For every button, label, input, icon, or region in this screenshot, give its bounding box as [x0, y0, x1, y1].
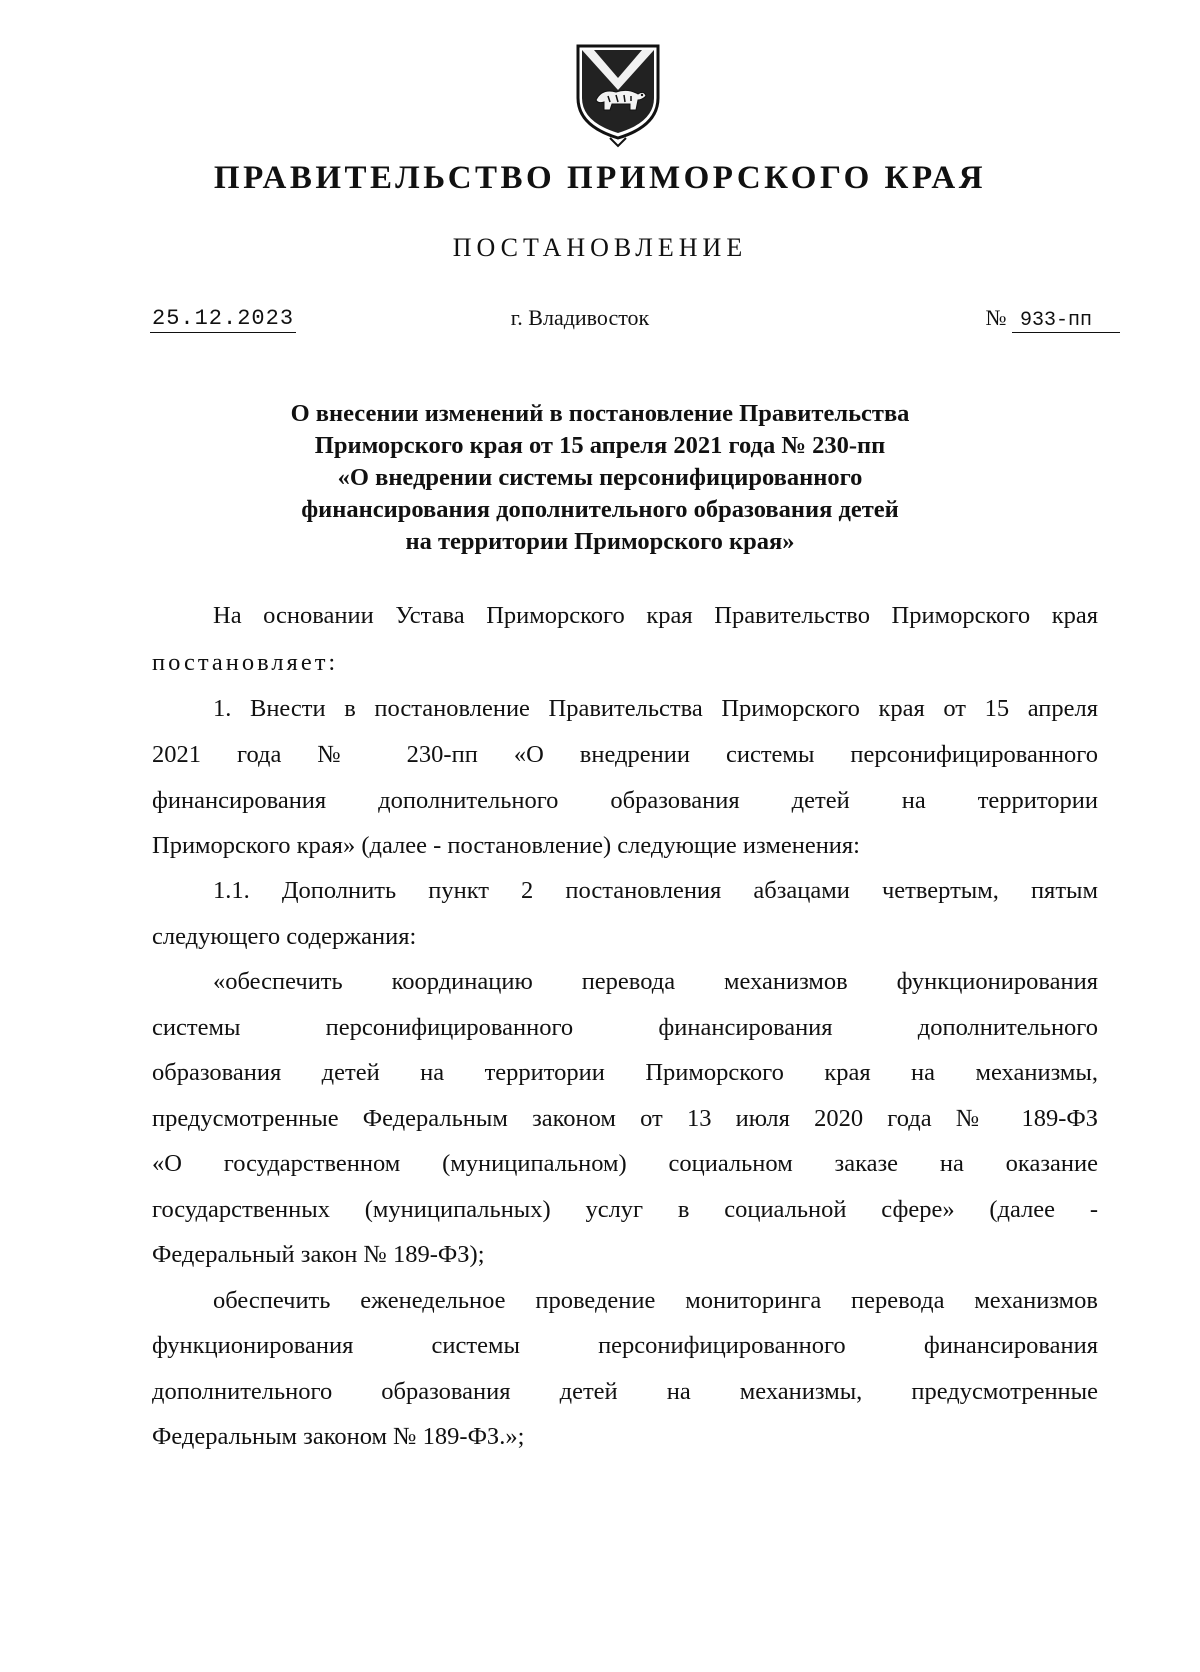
body-line: финансирования дополнительного образования детей на территории: [152, 787, 1098, 814]
body-line: постановляет:: [152, 649, 339, 676]
body-line: «обеспечить координацию перевода механизмов функционирования: [213, 968, 1098, 995]
number-sign: №: [985, 305, 1007, 330]
body-line: следующего содержания:: [152, 923, 417, 950]
body-line: системы персонифицированного финансирования дополнительного: [152, 1014, 1098, 1041]
body-line: «О государственном (муниципальном) социальном заказе на оказание: [152, 1150, 1098, 1177]
subject-line: «О внедрении системы персонифицированного: [337, 464, 863, 491]
government-title: ПРАВИТЕЛЬСТВО ПРИМОРСКОГО КРАЯ: [213, 160, 987, 196]
coat-of-arms-emblem: [568, 38, 668, 148]
document-type: ПОСТАНОВЛЕНИЕ: [452, 233, 748, 262]
body-line: Федеральный закон № 189-ФЗ);: [152, 1241, 485, 1268]
body-line: На основании Устава Приморского края Правительство Приморского края: [213, 602, 1098, 629]
subject-line: О внесении изменений в постановление Правительства: [290, 400, 910, 427]
body-line: обеспечить еженедельное проведение мониторинга перевода механизмов: [213, 1287, 1098, 1314]
body-line: 2021 года № 230-пп «О внедрении системы персонифицированного: [152, 741, 1098, 768]
body-line: Приморского края» (далее - постановление) следующие изменения:: [152, 832, 860, 859]
body-line: образования детей на территории Приморского края на механизмы,: [152, 1059, 1098, 1086]
body-line: государственных (муниципальных) услуг в социальной сфере» (далее -: [152, 1196, 1098, 1223]
document-city: г. Владивосток: [510, 305, 650, 330]
document-date: 25.12.2023: [152, 306, 295, 331]
subject-line: на территории Приморского края»: [405, 528, 795, 555]
document-number: [986, 305, 1121, 333]
body-line: дополнительного образования детей на механизмы, предусмотренные: [152, 1378, 1098, 1405]
subject-line: Приморского края от 15 апреля 2021 года № 230-пп: [314, 432, 886, 459]
body-line: функционирования системы персонифицированного финансирования: [152, 1332, 1098, 1359]
body-line: предусмотренные Федеральным законом от 13 июля 2020 года № 189-ФЗ: [152, 1105, 1098, 1132]
number-value: 933-пп: [1012, 309, 1120, 333]
body-line: 1. Внести в постановление Правительства Приморского края от 15 апреля: [213, 695, 1098, 722]
body-line: 1.1. Дополнить пункт 2 постановления абзацами четвертым, пятым: [213, 877, 1098, 904]
body-line: Федеральным законом № 189-ФЗ.»;: [152, 1423, 525, 1450]
document-subject: [150, 398, 1050, 558]
subject-line: финансирования дополнительного образования детей: [301, 496, 899, 523]
